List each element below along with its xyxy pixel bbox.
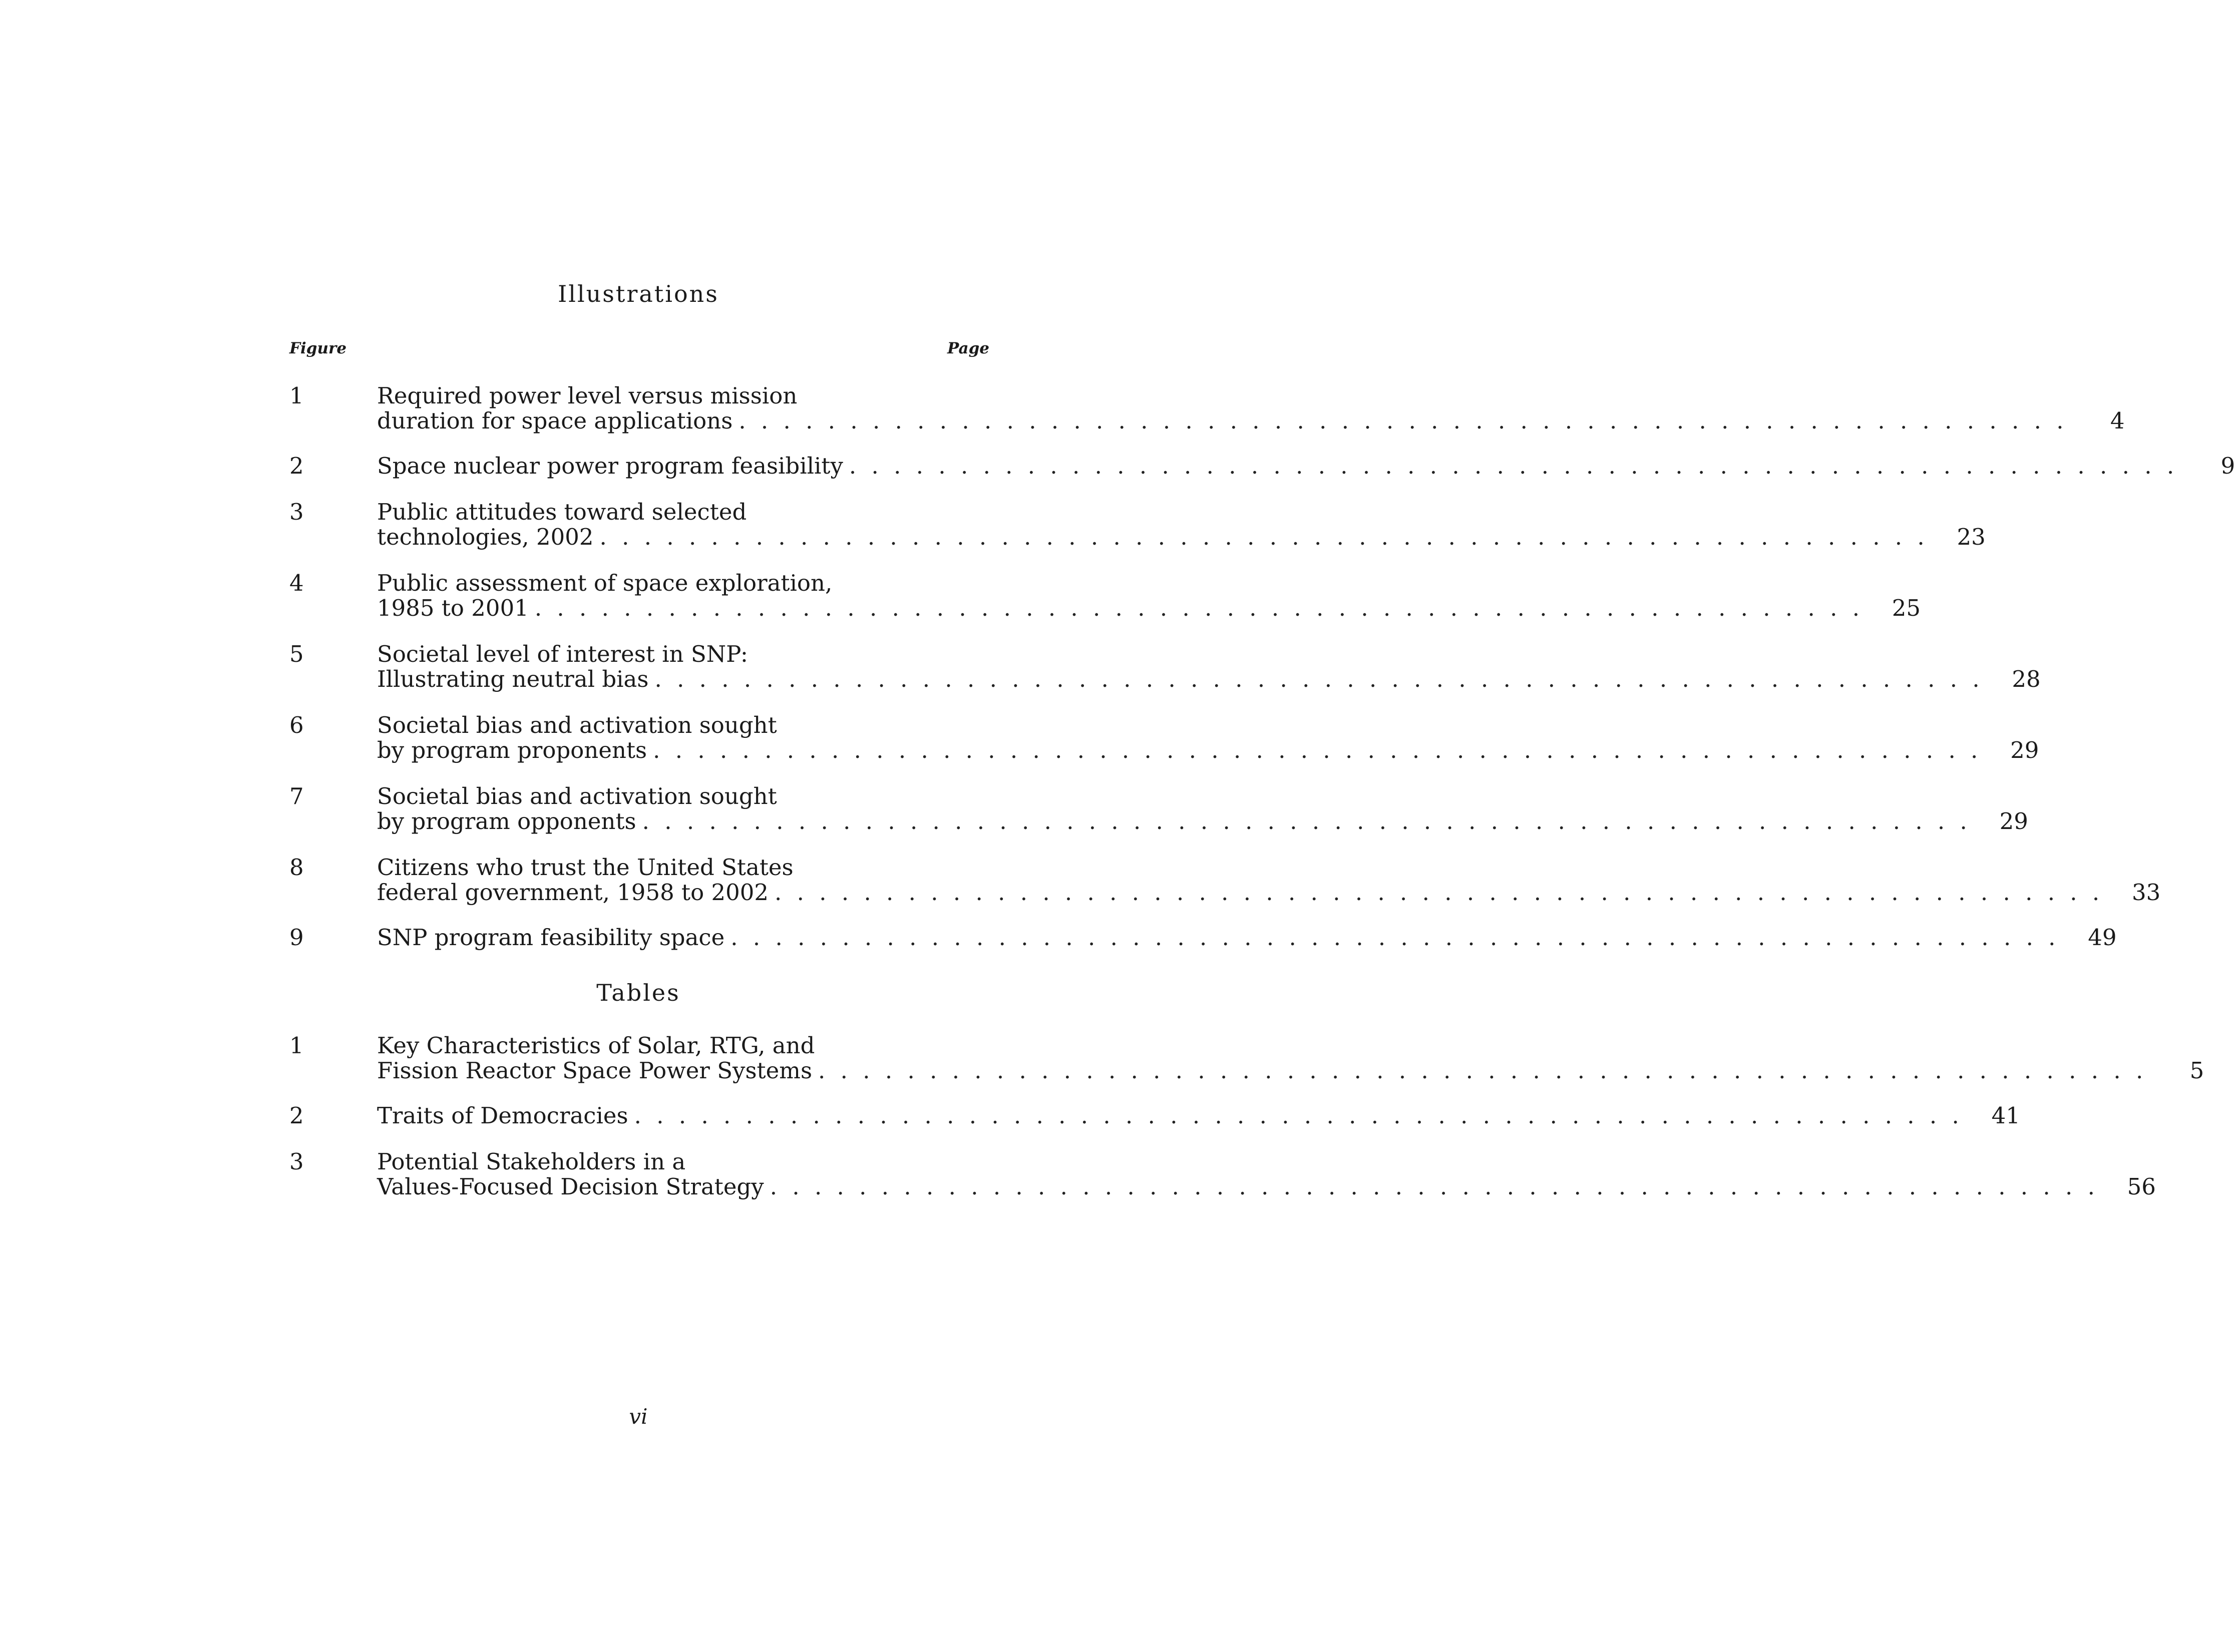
illustrations-heading: Illustrations: [558, 280, 719, 307]
entry-page-number: 41: [1991, 1102, 2020, 1129]
entry-title-line1: Public assessment of space exploration,: [377, 570, 833, 596]
entry-page-number: 29: [1999, 808, 2028, 835]
entry-title: SNP program feasibility space: [377, 924, 725, 951]
dot-leader: . . . . . . . . . . . . . . . . . . . . . . . . . . . . . . . . . . . . . . . . . . . . . . . . . . . . . . . . . . . .: [654, 666, 1984, 692]
entry-title-line2: duration for space applications: [377, 407, 733, 434]
entry-page-number: 4: [2110, 407, 2125, 434]
entry-title-line1: Key Characteristics of Solar, RTG, and: [377, 1032, 815, 1059]
entry-number: 9: [289, 924, 304, 951]
entry-page-number: 33: [2131, 879, 2161, 906]
entry-title-line2: technologies, 2002: [377, 524, 594, 550]
table-entry-1[interactable]: [289, 1032, 2204, 1088]
dot-leader: . . . . . . . . . . . . . . . . . . . . . . . . . . . . . . . . . . . . . . . . . . . . . . . . . . . . . . . . . . . .: [730, 924, 2060, 951]
table-entry-3[interactable]: [289, 1148, 2156, 1204]
entry-number: 2: [289, 1102, 304, 1129]
entry-page-number: 5: [2189, 1057, 2204, 1084]
entry-title-line1: Societal bias and activation sought: [377, 712, 777, 738]
dot-leader: . . . . . . . . . . . . . . . . . . . . . . . . . . . . . . . . . . . . . . . . . . . . . . . . . . . . . . . . . . . .: [818, 1057, 2147, 1084]
dot-leader: . . . . . . . . . . . . . . . . . . . . . . . . . . . . . . . . . . . . . . . . . . . . . . . . . . . . . . . . . . . .: [653, 737, 1982, 763]
dot-leader: . . . . . . . . . . . . . . . . . . . . . . . . . . . . . . . . . . . . . . . . . . . . . . . . . . . . . . . . . . . .: [642, 808, 1971, 835]
entry-number: 7: [289, 783, 304, 809]
entry-title-line1: Required power level versus mission: [377, 382, 798, 409]
figure-entry-7[interactable]: [289, 783, 2028, 839]
figure-entry-1[interactable]: [289, 382, 2125, 439]
dot-leader: . . . . . . . . . . . . . . . . . . . . . . . . . . . . . . . . . . . . . . . . . . . . . . . . . . . . . . . . . . . .: [775, 879, 2104, 906]
entry-title: Space nuclear power program feasibility: [377, 453, 843, 479]
entry-page-number: 56: [2127, 1173, 2156, 1200]
entry-page-number: 29: [2010, 737, 2039, 763]
entry-page-number: 23: [1957, 524, 1986, 550]
entry-title-line2: federal government, 1958 to 2002: [377, 879, 769, 906]
entry-number: 3: [289, 1148, 304, 1175]
entry-title-line2: by program opponents: [377, 808, 636, 835]
figure-entry-4[interactable]: [289, 570, 1921, 626]
entry-number: 1: [289, 1032, 304, 1059]
entry-title-line2: by program proponents: [377, 737, 647, 763]
figure-entry-3[interactable]: [289, 499, 1986, 555]
dot-leader: . . . . . . . . . . . . . . . . . . . . . . . . . . . . . . . . . . . . . . . . . . . . . . . . . . . . . . . . . . . .: [849, 453, 2178, 479]
dot-leader: . . . . . . . . . . . . . . . . . . . . . . . . . . . . . . . . . . . . . . . . . . . . . . . . . . . . . . . . . . . .: [599, 524, 1929, 550]
dot-leader: . . . . . . . . . . . . . . . . . . . . . . . . . . . . . . . . . . . . . . . . . . . . . . . . . . . . . . . . . . . .: [634, 1102, 1963, 1129]
entry-title-line2: Fission Reactor Space Power Systems: [377, 1057, 813, 1084]
entry-number: 4: [289, 570, 304, 596]
entry-title-line1: Potential Stakeholders in a: [377, 1148, 686, 1175]
tables-heading: Tables: [596, 979, 680, 1006]
figure-entry-6[interactable]: [289, 712, 2039, 768]
entry-page-number: 28: [2012, 666, 2041, 692]
entry-page-number: 9: [2220, 453, 2235, 479]
entry-number: 2: [289, 453, 304, 479]
figure-entry-9[interactable]: [289, 924, 2117, 980]
page-column-label: Page: [947, 339, 989, 357]
figure-entry-5[interactable]: [289, 641, 2041, 697]
entry-title: Traits of Democracies: [377, 1102, 628, 1129]
entry-title-line1: Public attitudes toward selected: [377, 499, 747, 525]
entry-number: 3: [289, 499, 304, 525]
entry-number: 1: [289, 382, 304, 409]
dot-leader: . . . . . . . . . . . . . . . . . . . . . . . . . . . . . . . . . . . . . . . . . . . . . . . . . . . . . . . . . . . .: [770, 1173, 2099, 1200]
entry-page-number: 49: [2088, 924, 2117, 951]
entry-title-line2: Values-Focused Decision Strategy: [377, 1173, 764, 1200]
entry-number: 6: [289, 712, 304, 738]
page-folio: vi: [629, 1404, 648, 1429]
dot-leader: . . . . . . . . . . . . . . . . . . . . . . . . . . . . . . . . . . . . . . . . . . . . . . . . . . . . . . . . . . . .: [738, 407, 2068, 434]
dot-leader: . . . . . . . . . . . . . . . . . . . . . . . . . . . . . . . . . . . . . . . . . . . . . . . . . . . . . . . . . . . .: [534, 595, 1864, 621]
figure-entry-8[interactable]: [289, 854, 2161, 910]
entry-title-line2: 1985 to 2001: [377, 595, 529, 621]
entry-title-line2: Illustrating neutral bias: [377, 666, 649, 692]
entry-page-number: 25: [1892, 595, 1921, 621]
entry-title-line1: Societal bias and activation sought: [377, 783, 777, 809]
entry-title-line1: Societal level of interest in SNP:: [377, 641, 749, 667]
figure-column-label: Figure: [289, 339, 347, 357]
entry-title-line1: Citizens who trust the United States: [377, 854, 794, 881]
entry-number: 8: [289, 854, 304, 881]
entry-number: 5: [289, 641, 304, 667]
